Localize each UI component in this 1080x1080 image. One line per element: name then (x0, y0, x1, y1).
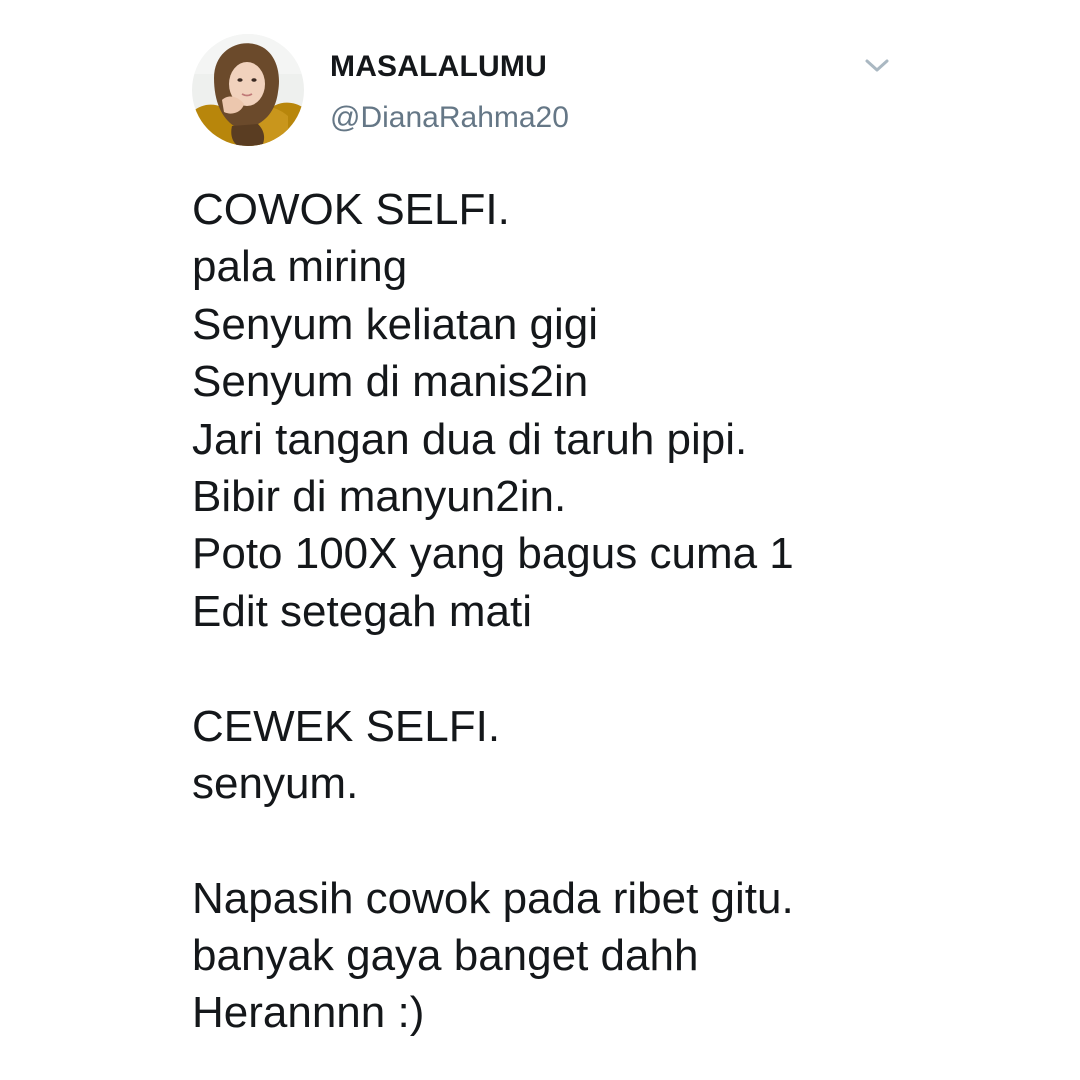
tweet-line: banyak gaya banget dahh (192, 931, 699, 981)
tweet-line: Napasih cowok pada ribet gitu. (192, 873, 794, 923)
tweet-line-blank (192, 812, 1052, 869)
user-handle[interactable]: @DianaRahma20 (330, 101, 569, 134)
tweet-line: Poto 100X yang bagus cuma 1 (192, 529, 794, 579)
tweet-line: CEWEK SELFI. (192, 701, 501, 751)
tweet-line: COWOK SELFI. (192, 185, 510, 234)
tweet-line: Edit setegah mati (192, 586, 532, 636)
tweet-line: pala miring (192, 242, 408, 292)
avatar[interactable] (192, 34, 304, 146)
tweet-line-blank (192, 640, 1052, 697)
tweet-line: senyum. (192, 758, 359, 808)
tweet-line: Bibir di manyun2in. (192, 471, 567, 521)
tweet-menu-button[interactable] (862, 54, 892, 78)
chevron-down-icon (864, 58, 890, 74)
tweet-line: Senyum di manis2in (192, 357, 589, 407)
display-name[interactable]: MASALALUMU (330, 50, 547, 83)
tweet-text (192, 181, 1052, 1042)
profile-photo-icon (192, 34, 304, 146)
tweet-line: Jari tangan dua di taruh pipi. (192, 414, 748, 464)
tweet-line: Herannnn :) (192, 988, 425, 1038)
tweet-line: Senyum keliatan gigi (192, 299, 599, 349)
